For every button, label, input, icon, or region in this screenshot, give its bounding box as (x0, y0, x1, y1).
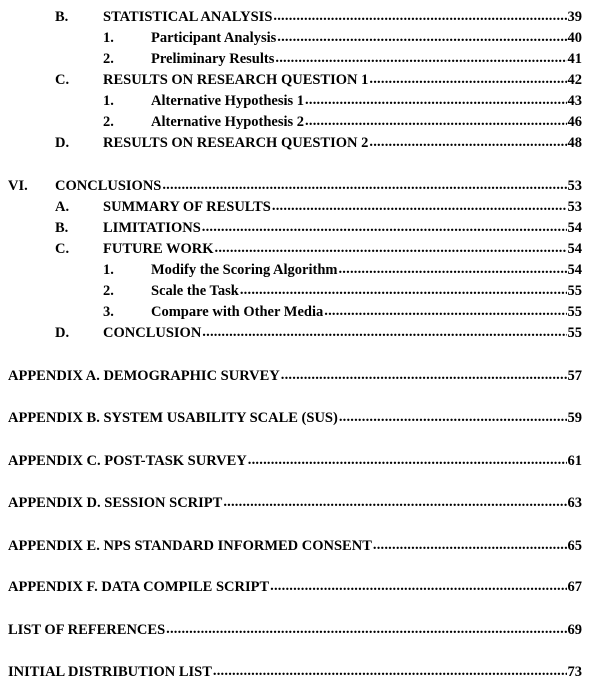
toc-link[interactable] (8, 577, 582, 597)
toc-page-number: 39 (567, 9, 582, 25)
toc-page-number: 46 (567, 114, 582, 130)
toc-link[interactable] (8, 366, 582, 386)
toc-title: LIMITATIONS (103, 220, 201, 236)
toc-page-number: 42 (567, 72, 582, 88)
toc-marker: B. (55, 220, 69, 236)
toc-marker: VI. (8, 178, 28, 194)
dot-leader (213, 661, 567, 681)
toc-marker: A. (55, 199, 70, 215)
dot-leader (324, 301, 566, 321)
toc-title: RESULTS ON RESEARCH QUESTION 1 (103, 72, 369, 88)
dot-leader (248, 450, 567, 470)
toc-marker: C. (55, 72, 70, 88)
toc-title: CONCLUSIONS (55, 178, 162, 194)
toc-title: Alternative Hypothesis 1 (151, 93, 305, 109)
toc-title: Compare with Other Media (151, 304, 324, 320)
toc-marker: 1. (103, 93, 114, 109)
dot-leader (240, 280, 567, 300)
toc-title: APPENDIX A. DEMOGRAPHIC SURVEY (8, 368, 280, 384)
toc-page-number: 54 (567, 220, 582, 236)
toc-link[interactable] (8, 451, 582, 471)
toc-marker: 2. (103, 51, 114, 67)
dot-leader (275, 48, 566, 68)
toc-title: Scale the Task (151, 283, 239, 299)
toc-page-number: 55 (567, 325, 582, 341)
toc-page-number: 40 (567, 30, 582, 46)
toc-link[interactable] (55, 176, 582, 196)
dot-leader (339, 407, 567, 427)
toc-link[interactable] (151, 112, 582, 132)
toc-link[interactable] (103, 218, 582, 238)
dot-leader (305, 111, 566, 131)
toc-page-number: 54 (567, 262, 582, 278)
toc-link[interactable] (151, 28, 582, 48)
toc-page-number: 53 (567, 199, 582, 215)
toc-link[interactable] (103, 70, 582, 90)
toc-page-number: 55 (567, 283, 582, 299)
toc-link[interactable] (151, 260, 582, 280)
toc-page-number: 57 (567, 368, 582, 384)
dot-leader (277, 27, 566, 47)
toc-marker: 1. (103, 30, 114, 46)
toc-title: APPENDIX C. POST-TASK SURVEY (8, 453, 247, 469)
dot-leader (215, 238, 567, 258)
toc-link[interactable] (103, 323, 582, 343)
toc-page-number: 48 (567, 135, 582, 151)
toc-title: RESULTS ON RESEARCH QUESTION 2 (103, 135, 369, 151)
dot-leader (305, 90, 566, 110)
dot-leader (202, 322, 566, 342)
toc-title: APPENDIX B. SYSTEM USABILITY SCALE (SUS) (8, 410, 338, 426)
toc-link[interactable] (151, 302, 582, 322)
toc-link[interactable] (151, 91, 582, 111)
toc-page-number: 54 (567, 241, 582, 257)
toc-title: STATISTICAL ANALYSIS (103, 9, 273, 25)
dot-leader (270, 576, 566, 596)
toc-marker: D. (55, 135, 70, 151)
toc-title: CONCLUSION (103, 325, 202, 341)
toc-link[interactable] (151, 49, 582, 69)
dot-leader (166, 619, 566, 639)
toc-marker: 3. (103, 304, 114, 320)
toc-link[interactable] (103, 7, 582, 27)
dot-leader (273, 6, 566, 26)
toc-page-number: 59 (567, 410, 582, 426)
toc-link[interactable] (8, 493, 582, 513)
dot-leader (373, 535, 567, 555)
toc-title: Modify the Scoring Algorithm (151, 262, 338, 278)
dot-leader (369, 132, 566, 152)
toc-page-number: 55 (567, 304, 582, 320)
toc-link[interactable] (103, 197, 582, 217)
toc-title: LIST OF REFERENCES (8, 622, 166, 638)
toc-marker: 2. (103, 283, 114, 299)
dot-leader (223, 492, 566, 512)
toc-link[interactable] (8, 536, 582, 556)
toc-page-number: 63 (567, 495, 582, 511)
toc-title: FUTURE WORK (103, 241, 214, 257)
toc-link[interactable] (8, 408, 582, 428)
toc-link[interactable] (151, 281, 582, 301)
toc-link[interactable] (103, 239, 582, 259)
dot-leader (338, 259, 566, 279)
toc-page-number: 41 (567, 51, 582, 67)
toc-title: APPENDIX F. DATA COMPILE SCRIPT (8, 579, 270, 595)
dot-leader (202, 217, 567, 237)
toc-marker: 1. (103, 262, 114, 278)
toc-page-number: 67 (567, 579, 582, 595)
toc-title: SUMMARY OF RESULTS (103, 199, 271, 215)
toc-link[interactable] (103, 133, 582, 153)
dot-leader (162, 175, 566, 195)
toc-page-number: 65 (567, 538, 582, 554)
toc-marker: 2. (103, 114, 114, 130)
dot-leader (369, 69, 566, 89)
toc-marker: C. (55, 241, 70, 257)
toc-page-number: 61 (567, 453, 582, 469)
toc-page-number: 43 (567, 93, 582, 109)
toc-page-number: 73 (567, 664, 582, 680)
toc-page-number: 53 (567, 178, 582, 194)
dot-leader (272, 196, 567, 216)
toc-title: APPENDIX E. NPS STANDARD INFORMED CONSENT (8, 538, 372, 554)
toc-title: INITIAL DISTRIBUTION LIST (8, 664, 212, 680)
toc-marker: B. (55, 9, 69, 25)
toc-marker: D. (55, 325, 70, 341)
toc-title: APPENDIX D. SESSION SCRIPT (8, 495, 223, 511)
toc-title: Preliminary Results (151, 51, 275, 67)
toc-title: Participant Analysis (151, 30, 277, 46)
toc-title: Alternative Hypothesis 2 (151, 114, 305, 130)
toc-link[interactable] (8, 620, 582, 640)
dot-leader (281, 365, 567, 385)
toc-link[interactable] (8, 662, 582, 682)
toc-page-number: 69 (567, 622, 582, 638)
